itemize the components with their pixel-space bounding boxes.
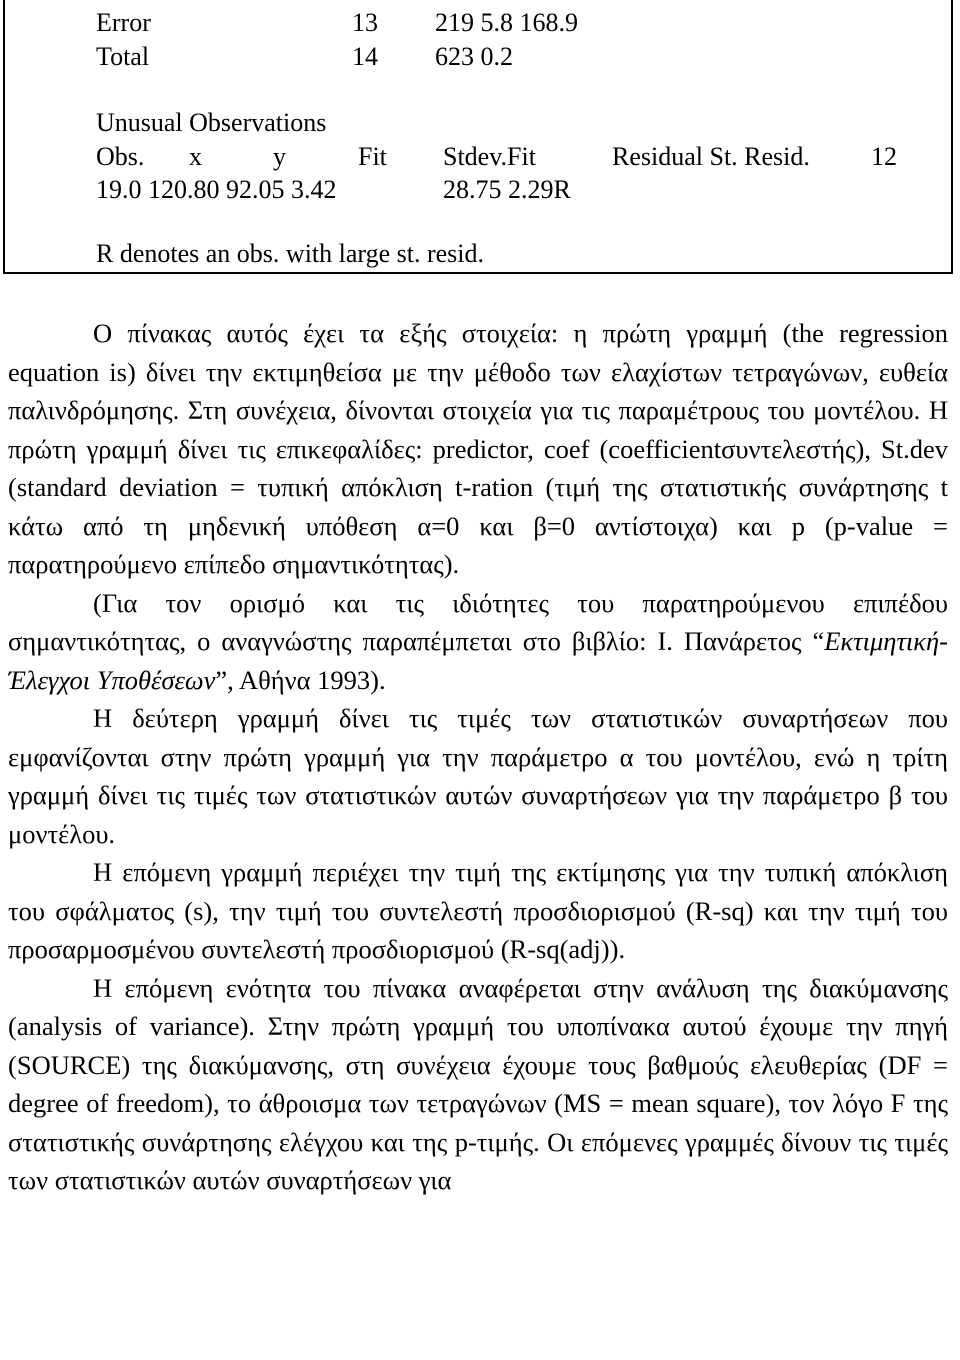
reference-book-title: Εκτιμητική-Έλεγχοι Υποθέσεων: [8, 626, 948, 695]
row-total-source: Total: [96, 42, 150, 71]
unusual-header-obs-number: 12: [871, 142, 897, 171]
unusual-values-a: 19.0 120.80 92.05 3.42: [96, 175, 337, 204]
paragraph-table-description: Ο πίνακας αυτός έχει τα εξής στοιχεία: η πρώτη γραμμή (the regression equation is) δίνει την εκτιμηθείσα με την μέθοδο των ελαχίστων τετραγώνων, ευθεία παλινδρόμησης. Στη συνέχεια, δίνονται στοιχεία για τις παραμέτρους του μοντέλου. Η πρώτη γραμμή δίνει τις επικεφαλίδες: predictor, coef (coefficientσυντελεστής), St.dev (standard deviation = τυπική απόκλιση t-ration (τιμή της στατιστικής συνάρτησης t κάτω από τη μηδενική υπόθεση α=0 και β=0 αντίστοιχα) και p (p-value = παρατηρούμενο επίπεδο σημαντικότητας).: [8, 318, 948, 579]
reference-text-after: ”, Αθήνα 1993).: [215, 664, 386, 695]
row-error-values: 219 5.8 168.9: [435, 8, 578, 37]
row-error-source: Error: [96, 8, 151, 37]
row-error-df: 13: [352, 8, 378, 37]
unusual-header-stdevfit: Stdev.Fit: [443, 142, 536, 171]
unusual-title: Unusual Observations: [96, 108, 327, 137]
unusual-values-b: 28.75 2.29R: [443, 175, 571, 204]
unusual-header-fit: Fit: [358, 142, 387, 171]
unusual-note: R denotes an obs. with large st. resid.: [96, 239, 485, 268]
paragraph-next-line: Η επόμενη γραμμή περιέχει την τιμή της εκτίμησης για την τυπική απόκλιση του σφάλματος (s), την τιμή του συντελεστή προσδιορισμού (R-sq) και την τιμή του προσαρμοσμένου συντελεστή προσδιορισμού (R-sq(adj)).: [8, 857, 948, 964]
unusual-header-x: x: [189, 142, 202, 171]
row-total-df: 14: [352, 42, 378, 71]
unusual-header-residual: Residual St. Resid.: [612, 142, 810, 171]
unusual-header-obs: Obs.: [96, 142, 145, 171]
paragraph-reference: [8, 584, 948, 700]
reference-text-before: (Για τον ορισμό και τις ιδιότητες του παρατηρούμενου επιπέδου σημαντικότητας, ο αναγνώστης παραπέμπεται στο βιβλίο: Ι. Πανάρετος “: [8, 587, 948, 656]
paragraph-second-line: Η δεύτερη γραμμή δίνει τις τιμές των στατιστικών συναρτήσεων που εμφανίζονται στην πρώτη γραμμή για την παράμετρο α του μοντέλου, ενώ η τρίτη γραμμή δίνει τις τιμές των στατιστικών αυτών συναρτήσεων για την παράμετρο β του μοντέλου.: [8, 703, 948, 849]
unusual-header-y: y: [273, 142, 286, 171]
row-total-values: 623 0.2: [435, 42, 513, 71]
output-table-box: [3, 0, 953, 274]
document-body: [8, 314, 948, 1200]
paragraph-anova: Η επόμενη ενότητα του πίνακα αναφέρεται στην ανάλυση της διακύμανσης (analysis of variance). Στην πρώτη γραμμή του υποπίνακα αυτού έχουμε την πηγή (SOURCE) της διακύμανσης, στη συνέχεια έχουμε τους βαθμούς ελευθερίας (DF = degree of freedom), το άθροισμα των τετραγώνων (MS = mean square), τον λόγο F της στατιστικής συνάρτησης ελέγχου και της p-τιμής. Οι επόμενες γραμμές δίνουν τις τιμές των στατιστικών αυτών συναρτήσεων για: [8, 972, 948, 1195]
